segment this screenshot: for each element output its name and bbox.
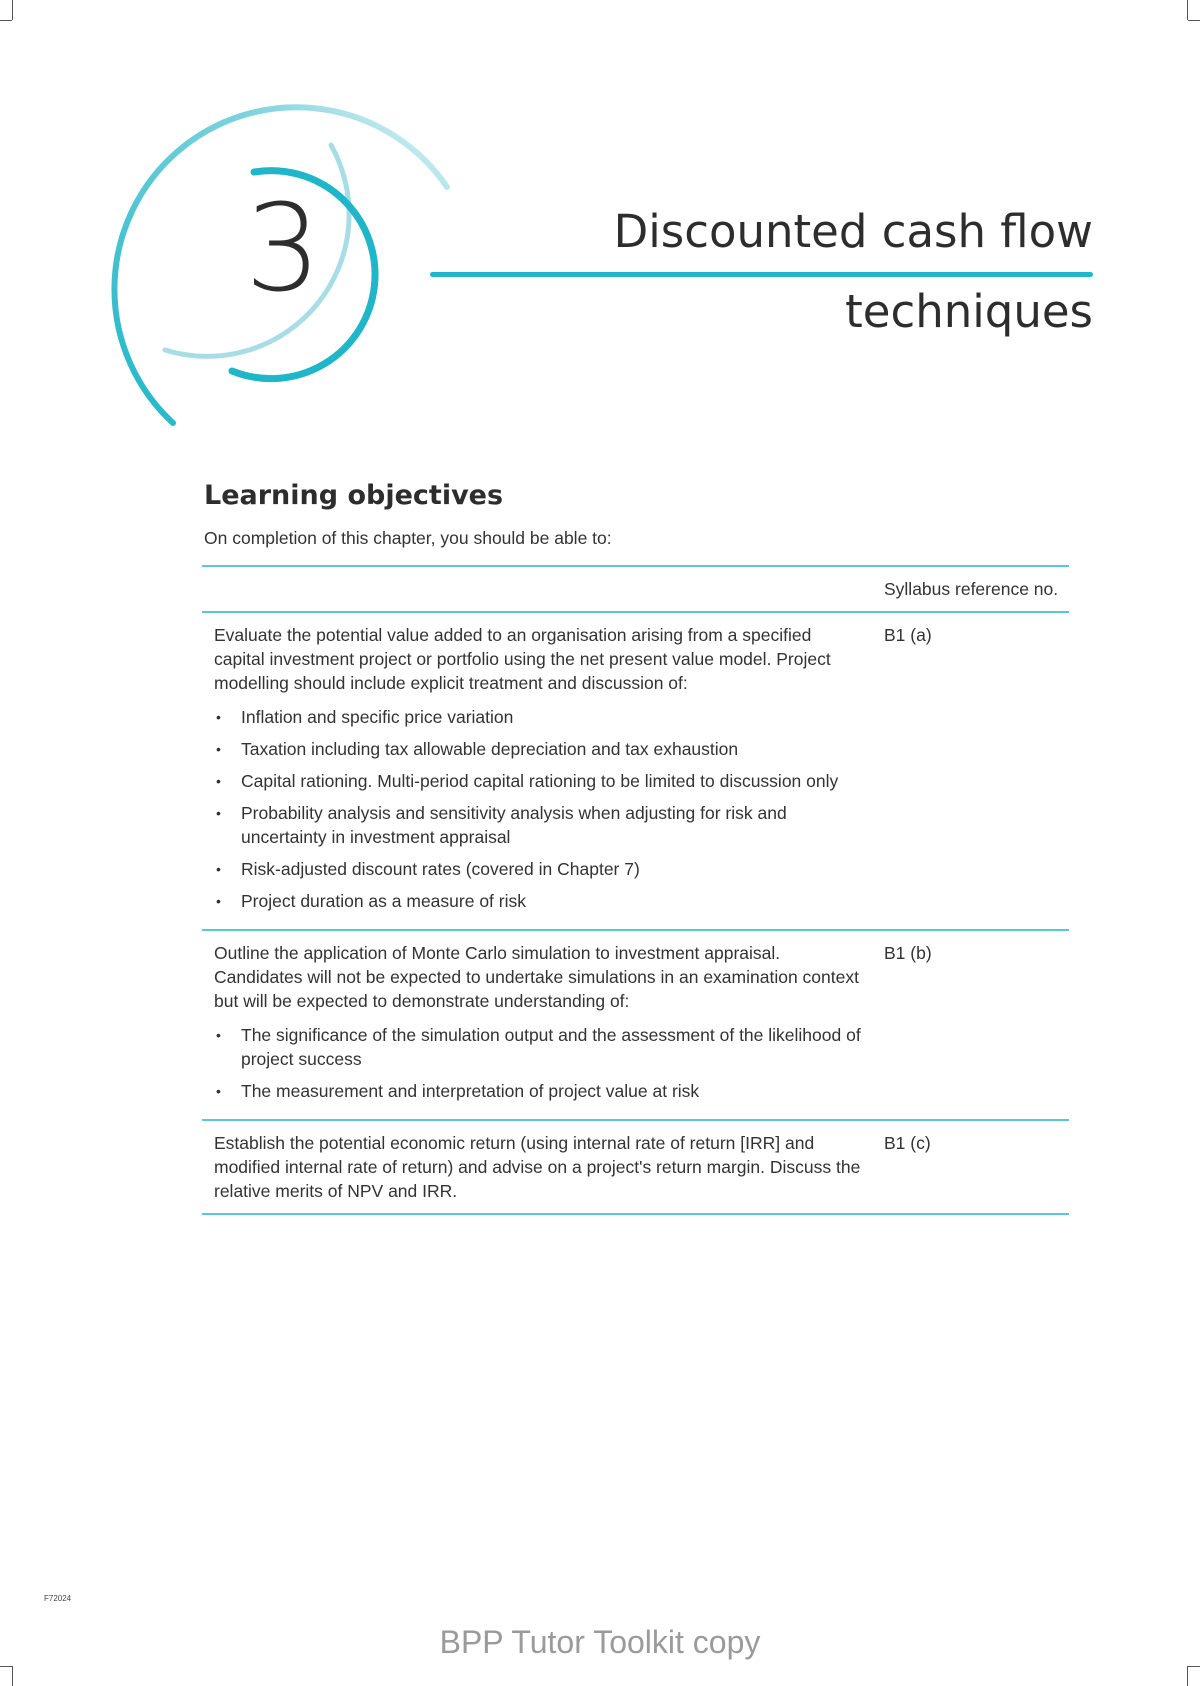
list-item: • Capital rationing. Multi-period capital rationing to be limited to discussion only: [214, 769, 862, 793]
chapter-title-line-1: Discounted cash flow: [613, 205, 1093, 258]
watermark: BPP Tutor Toolkit copy: [439, 1624, 761, 1660]
learning-objectives-table: [202, 565, 1069, 1215]
table-row: [202, 930, 1069, 1120]
syllabus-reference-cell: B1 (c): [872, 1120, 1069, 1214]
table-row: [202, 1120, 1069, 1214]
crop-mark: [1188, 1666, 1200, 1667]
objective-text: Establish the potential economic return (using internal rate of return [IRR] and modified internal rate of return) and advise on a project's return margin. Discuss the relative merits of NPV and IRR.: [214, 1133, 861, 1201]
crop-mark: [1187, 1666, 1188, 1686]
syllabus-reference-header: Syllabus reference no.: [872, 566, 1069, 612]
section-heading: Learning objectives: [204, 480, 504, 511]
list-item: • Project duration as a measure of risk: [214, 889, 862, 913]
objective-text: Evaluate the potential value added to an organisation arising from a specified capital investment project or portfolio using the net present value model. Project modelling should include explicit treatment and discussion of:: [214, 625, 831, 693]
table-row: [202, 612, 1069, 930]
list-item: • The significance of the simulation output and the assessment of the likelihood of project success: [214, 1023, 862, 1071]
title-rule: [430, 272, 1093, 277]
list-item: • Inflation and specific price variation: [214, 705, 862, 729]
chapter-title-line-2: techniques: [845, 285, 1093, 338]
crop-mark: [1188, 20, 1200, 21]
list-item: • Taxation including tax allowable depreciation and tax exhaustion: [214, 737, 862, 761]
objective-cell: [202, 1120, 872, 1214]
list-item: • The measurement and interpretation of project value at risk: [214, 1079, 862, 1103]
objective-cell: [202, 612, 872, 930]
crop-mark: [0, 1666, 12, 1667]
footer-code: F72024: [44, 1594, 72, 1603]
section-intro: On completion of this chapter, you should be able to:: [204, 528, 612, 548]
syllabus-reference-cell: B1 (a): [872, 612, 1069, 930]
table-header-row: [202, 566, 1069, 612]
list-item: • Risk-adjusted discount rates (covered in Chapter 7): [214, 857, 862, 881]
crop-mark: [12, 1666, 13, 1686]
objective-bullet-list: [214, 705, 862, 913]
crop-mark: [1187, 0, 1188, 20]
objective-bullet-list: [214, 1023, 862, 1103]
list-item: • Probability analysis and sensitivity analysis when adjusting for risk and uncertainty in investment appraisal: [214, 801, 862, 849]
chapter-number: 3: [244, 180, 322, 319]
objective-header: [202, 566, 872, 612]
syllabus-reference-cell: B1 (b): [872, 930, 1069, 1120]
objective-cell: [202, 930, 872, 1120]
objective-text: Outline the application of Monte Carlo simulation to investment appraisal. Candidates will not be expected to undertake simulations in an examination context but will be expected to demonstrate understanding of:: [214, 943, 859, 1011]
